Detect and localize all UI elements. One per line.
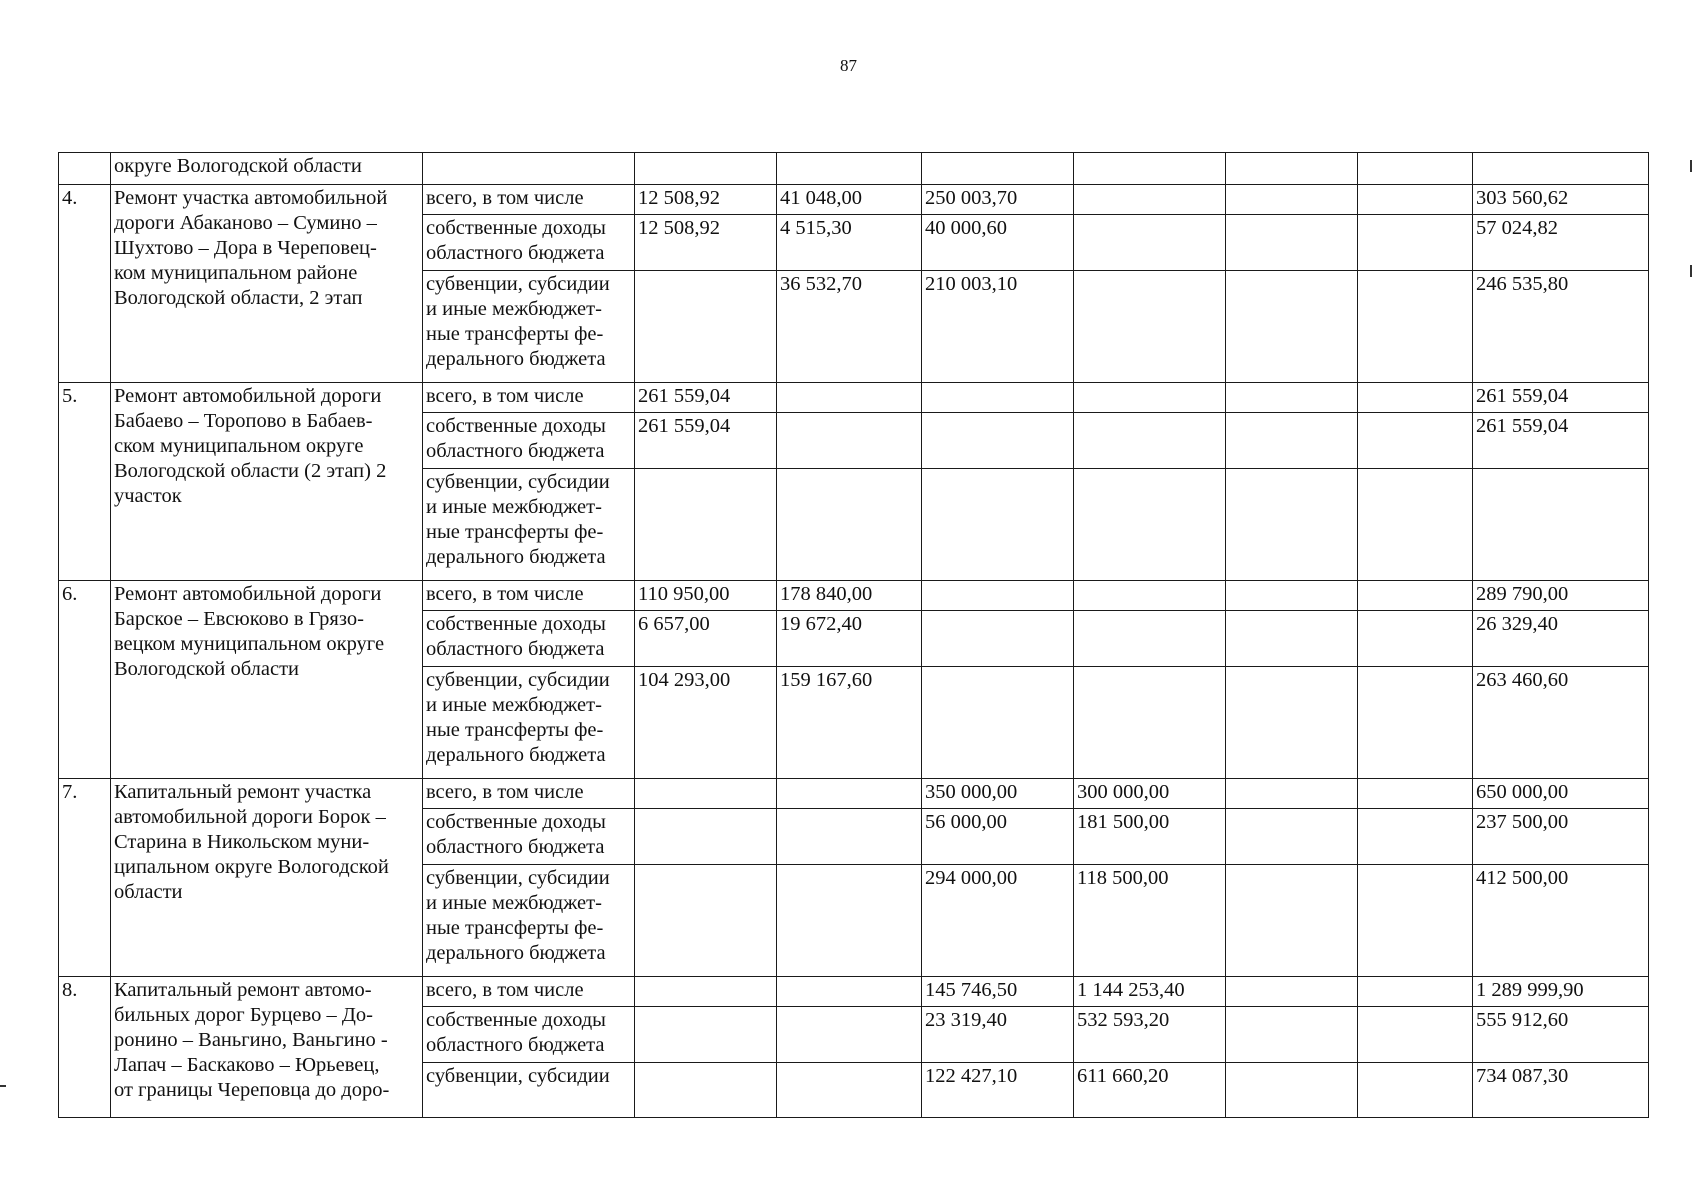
total-value-cell: 261 559,04: [1473, 413, 1649, 469]
year-value-cell: [1358, 215, 1473, 271]
year-value-cell: [635, 271, 777, 383]
year-value-cell: 23 319,40: [922, 1007, 1074, 1063]
year-value-cell: [777, 1063, 922, 1118]
year-value-cell: [1074, 611, 1226, 667]
row-number-cell: [59, 153, 111, 185]
source-cell: [423, 153, 635, 185]
funding-source-cell: собственные доходы областного бюджета: [423, 809, 635, 865]
year-value-cell: 110 950,00: [635, 581, 777, 611]
funding-source-cell: собственные доходы областного бюджета: [423, 1007, 635, 1063]
year-value-cell: [1358, 271, 1473, 383]
year-value-cell: [1226, 1007, 1358, 1063]
year-value-cell: 532 593,20: [1074, 1007, 1226, 1063]
total-value-cell: 412 500,00: [1473, 865, 1649, 977]
year-value-cell: [777, 779, 922, 809]
total-value-cell: 1 289 999,90: [1473, 977, 1649, 1007]
total-value-cell: [1473, 469, 1649, 581]
total-value-cell: 57 024,82: [1473, 215, 1649, 271]
year-value-cell: [1358, 185, 1473, 215]
object-name-cell: округе Вологодской области: [111, 153, 423, 185]
year-value-cell: 40 000,60: [922, 215, 1074, 271]
table-body: [59, 153, 1649, 1118]
continued-row: [59, 153, 1649, 185]
year-value-cell: [1358, 667, 1473, 779]
year-value-cell: [635, 1063, 777, 1118]
total-value-cell: 555 912,60: [1473, 1007, 1649, 1063]
year-value-cell: [922, 469, 1074, 581]
year-value-cell: 294 000,00: [922, 865, 1074, 977]
year-value-cell: [1074, 469, 1226, 581]
year-value-cell: [1226, 215, 1358, 271]
year-value-cell: [1358, 611, 1473, 667]
table-row: [59, 185, 1649, 215]
year-value-cell: [777, 413, 922, 469]
object-name-cell: Ремонт автомобильной дороги Барское – Евсюково в Грязо- вецком муниципальном округе Вологодской области: [111, 581, 423, 779]
row-number-cell: 7.: [59, 779, 111, 977]
year-value-cell: [1226, 809, 1358, 865]
year-value-cell: 122 427,10: [922, 1063, 1074, 1118]
year-value-cell: 611 660,20: [1074, 1063, 1226, 1118]
year-value-cell: [1226, 667, 1358, 779]
year-value-cell: [635, 1007, 777, 1063]
year-value-cell: 159 167,60: [777, 667, 922, 779]
funding-source-cell: субвенции, субсидии и иные межбюджет- ные трансферты фе- дерального бюджета: [423, 667, 635, 779]
row-number-cell: 6.: [59, 581, 111, 779]
year-value-cell: [635, 977, 777, 1007]
table-row: [59, 383, 1649, 413]
year-value-cell: 36 532,70: [777, 271, 922, 383]
total-value-cell: 303 560,62: [1473, 185, 1649, 215]
funding-source-cell: всего, в том числе: [423, 581, 635, 611]
funding-source-cell: субвенции, субсидии и иные межбюджет- ные трансферты фе- дерального бюджета: [423, 271, 635, 383]
year-value-cell: 118 500,00: [1074, 865, 1226, 977]
year-value-cell: 145 746,50: [922, 977, 1074, 1007]
funding-source-cell: собственные доходы областного бюджета: [423, 215, 635, 271]
funding-source-cell: всего, в том числе: [423, 185, 635, 215]
table-row: [59, 581, 1649, 611]
year-value-cell: 41 048,00: [777, 185, 922, 215]
year-value-cell: [922, 581, 1074, 611]
year-value-cell: [1226, 185, 1358, 215]
scan-mark: [1690, 265, 1692, 277]
year-value-cell: [1358, 469, 1473, 581]
year-value-cell: [777, 469, 922, 581]
year-value-cell: [1358, 1063, 1473, 1118]
scan-mark: [1690, 160, 1692, 172]
year-value-cell: [635, 779, 777, 809]
value-cell: [1074, 153, 1226, 185]
year-value-cell: 12 508,92: [635, 215, 777, 271]
funding-source-cell: всего, в том числе: [423, 383, 635, 413]
year-value-cell: 300 000,00: [1074, 779, 1226, 809]
total-value-cell: 650 000,00: [1473, 779, 1649, 809]
year-value-cell: [1226, 779, 1358, 809]
year-value-cell: [1226, 581, 1358, 611]
year-value-cell: 1 144 253,40: [1074, 977, 1226, 1007]
total-value-cell: 246 535,80: [1473, 271, 1649, 383]
scan-mark: [0, 1085, 6, 1087]
year-value-cell: [1358, 581, 1473, 611]
year-value-cell: [1226, 977, 1358, 1007]
funding-source-cell: всего, в том числе: [423, 977, 635, 1007]
object-name-cell: Ремонт участка автомобильной дороги Абаканово – Сумино – Шухтово – Дора в Череповец- ком муниципальном районе Вологодской области, 2 этап: [111, 185, 423, 383]
funding-source-cell: субвенции, субсидии и иные межбюджет- ные трансферты фе- дерального бюджета: [423, 865, 635, 977]
table-row: [59, 977, 1649, 1007]
year-value-cell: [1226, 865, 1358, 977]
funding-source-cell: собственные доходы областного бюджета: [423, 413, 635, 469]
total-value-cell: 734 087,30: [1473, 1063, 1649, 1118]
total-value-cell: 237 500,00: [1473, 809, 1649, 865]
year-value-cell: [777, 809, 922, 865]
year-value-cell: [635, 469, 777, 581]
value-cell: [777, 153, 922, 185]
year-value-cell: [1226, 611, 1358, 667]
year-value-cell: 350 000,00: [922, 779, 1074, 809]
year-value-cell: [1074, 271, 1226, 383]
year-value-cell: [1074, 667, 1226, 779]
year-value-cell: 12 508,92: [635, 185, 777, 215]
year-value-cell: 261 559,04: [635, 383, 777, 413]
year-value-cell: [1358, 977, 1473, 1007]
total-value-cell: 263 460,60: [1473, 667, 1649, 779]
year-value-cell: [1358, 865, 1473, 977]
funding-source-cell: собственные доходы областного бюджета: [423, 611, 635, 667]
row-number-cell: 8.: [59, 977, 111, 1118]
year-value-cell: [777, 383, 922, 413]
year-value-cell: 250 003,70: [922, 185, 1074, 215]
year-value-cell: [922, 413, 1074, 469]
year-value-cell: [1358, 413, 1473, 469]
year-value-cell: 4 515,30: [777, 215, 922, 271]
funding-source-cell: всего, в том числе: [423, 779, 635, 809]
year-value-cell: [922, 383, 1074, 413]
year-value-cell: [1226, 413, 1358, 469]
year-value-cell: [777, 865, 922, 977]
year-value-cell: 56 000,00: [922, 809, 1074, 865]
funding-source-cell: субвенции, субсидии и иные межбюджет- ные трансферты фе- дерального бюджета: [423, 469, 635, 581]
value-cell: [635, 153, 777, 185]
budget-table: [58, 152, 1649, 1118]
year-value-cell: [635, 865, 777, 977]
year-value-cell: [1226, 383, 1358, 413]
object-name-cell: Капитальный ремонт автомо- бильных дорог Бурцево – До- ронино – Ваньгино, Ваньгино - Лапач – Баскаково – Юрьевец, от границы Череповца до доро-: [111, 977, 423, 1118]
year-value-cell: 178 840,00: [777, 581, 922, 611]
value-cell: [922, 153, 1074, 185]
year-value-cell: [777, 977, 922, 1007]
year-value-cell: [1074, 413, 1226, 469]
year-value-cell: [1074, 581, 1226, 611]
year-value-cell: 210 003,10: [922, 271, 1074, 383]
year-value-cell: [922, 611, 1074, 667]
funding-source-cell: субвенции, субсидии: [423, 1063, 635, 1118]
year-value-cell: [1226, 271, 1358, 383]
year-value-cell: [1358, 809, 1473, 865]
year-value-cell: [1226, 1063, 1358, 1118]
total-value-cell: 261 559,04: [1473, 383, 1649, 413]
year-value-cell: 19 672,40: [777, 611, 922, 667]
year-value-cell: [1074, 215, 1226, 271]
year-value-cell: [1358, 383, 1473, 413]
year-value-cell: [922, 667, 1074, 779]
row-number-cell: 5.: [59, 383, 111, 581]
object-name-cell: Капитальный ремонт участка автомобильной дороги Борок – Старина в Никольском муни- ципальном округе Вологодской области: [111, 779, 423, 977]
total-value-cell: 289 790,00: [1473, 581, 1649, 611]
page-number: 87: [840, 56, 857, 75]
year-value-cell: 6 657,00: [635, 611, 777, 667]
year-value-cell: 104 293,00: [635, 667, 777, 779]
table-row: [59, 779, 1649, 809]
year-value-cell: [635, 809, 777, 865]
year-value-cell: [1074, 383, 1226, 413]
row-number-cell: 4.: [59, 185, 111, 383]
total-value-cell: 26 329,40: [1473, 611, 1649, 667]
year-value-cell: 181 500,00: [1074, 809, 1226, 865]
object-name-cell: Ремонт автомобильной дороги Бабаево – Торопово в Бабаев- ском муниципальном округе Вологодской области (2 этап) 2 участок: [111, 383, 423, 581]
year-value-cell: [777, 1007, 922, 1063]
year-value-cell: [1226, 469, 1358, 581]
year-value-cell: [1358, 1007, 1473, 1063]
year-value-cell: [1074, 185, 1226, 215]
year-value-cell: 261 559,04: [635, 413, 777, 469]
value-cell: [1226, 153, 1358, 185]
value-cell: [1358, 153, 1473, 185]
value-cell: [1473, 153, 1649, 185]
year-value-cell: [1358, 779, 1473, 809]
